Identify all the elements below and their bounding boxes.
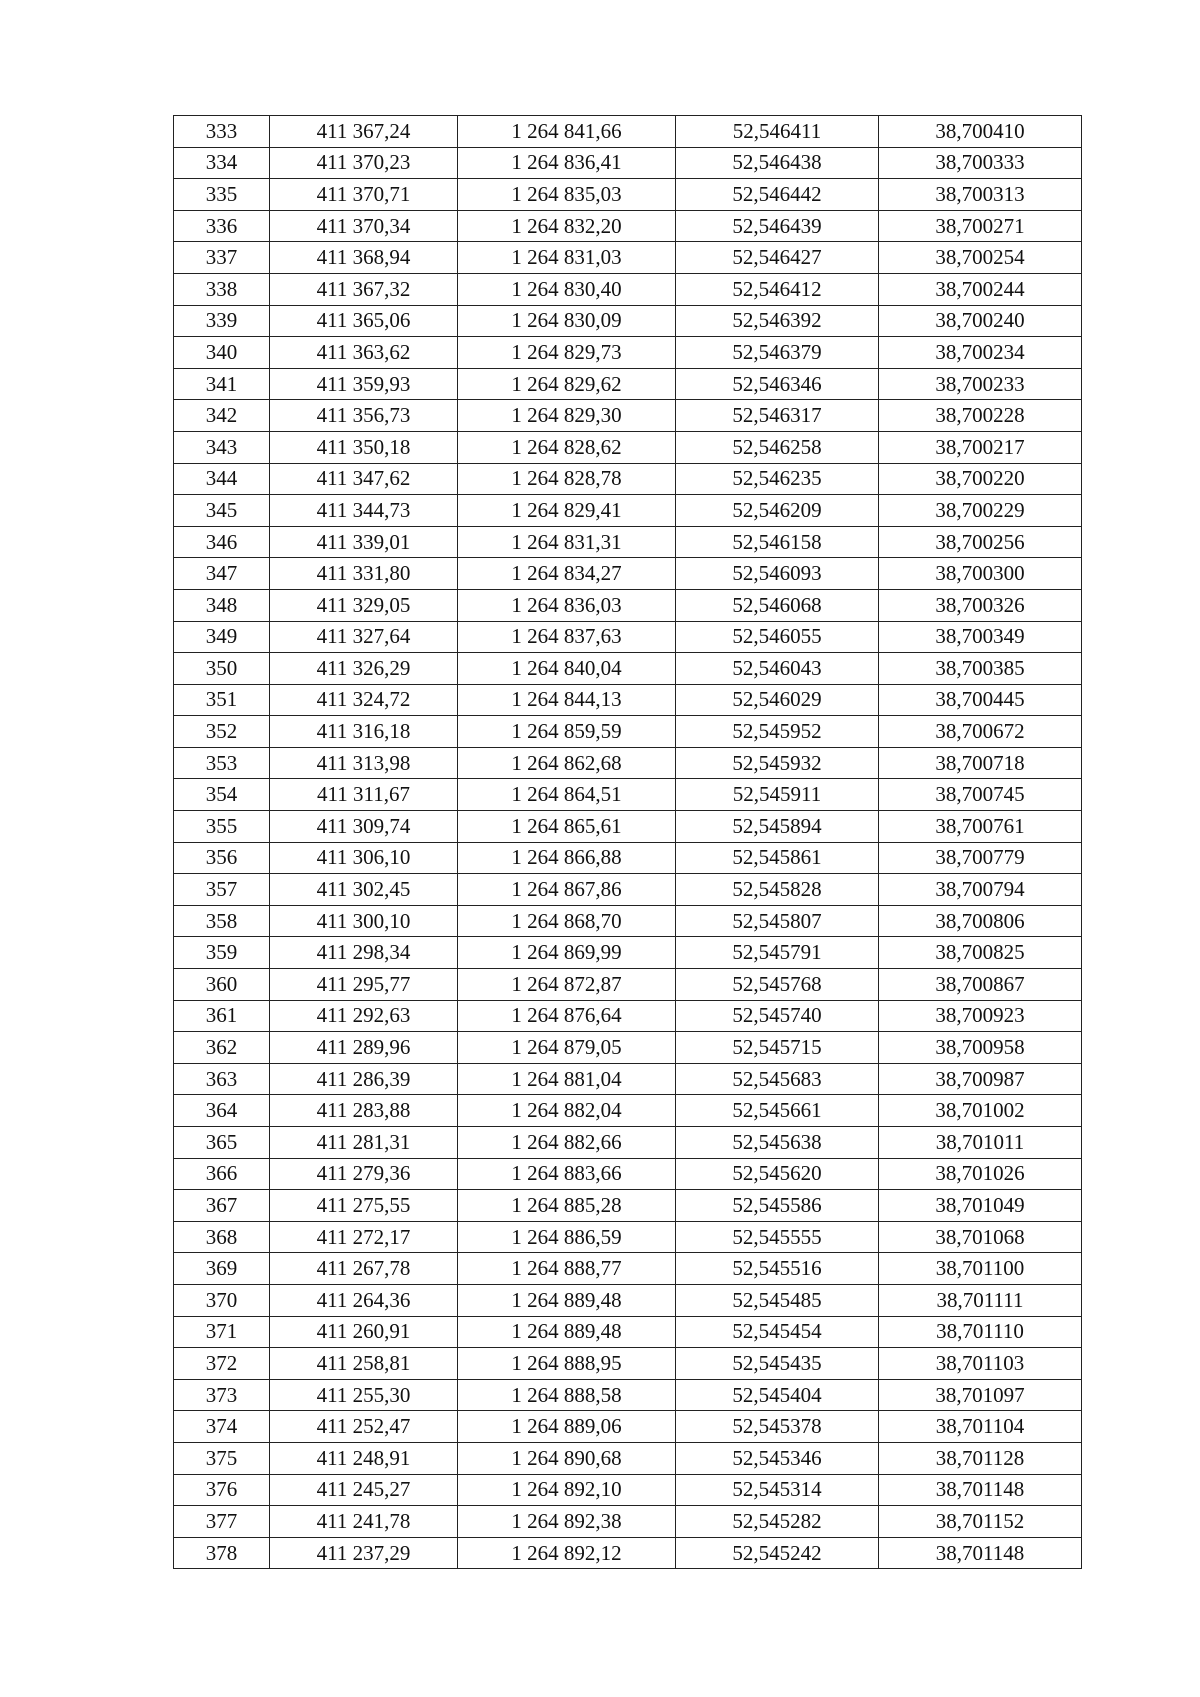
y-coordinate-cell: 1 264 892,12 [458,1537,676,1569]
y-coordinate-cell: 1 264 831,03 [458,242,676,274]
latitude-cell: 52,546235 [676,463,879,495]
x-coordinate-cell: 411 311,67 [270,779,458,811]
point-number-cell: 354 [174,779,270,811]
latitude-cell: 52,546317 [676,400,879,432]
latitude-cell: 52,545932 [676,747,879,779]
latitude-cell: 52,546029 [676,684,879,716]
x-coordinate-cell: 411 248,91 [270,1442,458,1474]
point-number-cell: 364 [174,1095,270,1127]
table-row [174,210,1082,242]
y-coordinate-cell: 1 264 890,68 [458,1442,676,1474]
latitude-cell: 52,546209 [676,495,879,527]
longitude-cell: 38,700923 [879,1000,1082,1032]
latitude-cell: 52,545683 [676,1063,879,1095]
latitude-cell: 52,545768 [676,969,879,1001]
y-coordinate-cell: 1 264 840,04 [458,653,676,685]
longitude-cell: 38,700217 [879,431,1082,463]
x-coordinate-cell: 411 306,10 [270,842,458,874]
y-coordinate-cell: 1 264 864,51 [458,779,676,811]
table-row [174,305,1082,337]
latitude-cell: 52,546379 [676,337,879,369]
table-row [174,1316,1082,1348]
longitude-cell: 38,700794 [879,874,1082,906]
latitude-cell: 52,546055 [676,621,879,653]
table-row [174,684,1082,716]
table-row [174,116,1082,148]
point-number-cell: 343 [174,431,270,463]
latitude-cell: 52,545314 [676,1474,879,1506]
table-row [174,811,1082,843]
y-coordinate-cell: 1 264 869,99 [458,937,676,969]
point-number-cell: 349 [174,621,270,653]
longitude-cell: 38,701148 [879,1474,1082,1506]
latitude-cell: 52,546412 [676,273,879,305]
table-row [174,716,1082,748]
x-coordinate-cell: 411 365,06 [270,305,458,337]
x-coordinate-cell: 411 367,32 [270,273,458,305]
x-coordinate-cell: 411 350,18 [270,431,458,463]
x-coordinate-cell: 411 267,78 [270,1253,458,1285]
y-coordinate-cell: 1 264 888,95 [458,1348,676,1380]
y-coordinate-cell: 1 264 837,63 [458,621,676,653]
table-row [174,779,1082,811]
y-coordinate-cell: 1 264 835,03 [458,179,676,211]
point-number-cell: 371 [174,1316,270,1348]
point-number-cell: 355 [174,811,270,843]
longitude-cell: 38,700867 [879,969,1082,1001]
longitude-cell: 38,700445 [879,684,1082,716]
x-coordinate-cell: 411 370,71 [270,179,458,211]
longitude-cell: 38,701097 [879,1379,1082,1411]
table-row [174,463,1082,495]
table-row [174,1000,1082,1032]
table-row [174,969,1082,1001]
table-row [174,937,1082,969]
point-number-cell: 373 [174,1379,270,1411]
point-number-cell: 335 [174,179,270,211]
latitude-cell: 52,545715 [676,1032,879,1064]
latitude-cell: 52,546068 [676,589,879,621]
y-coordinate-cell: 1 264 829,30 [458,400,676,432]
table-row [174,1127,1082,1159]
y-coordinate-cell: 1 264 829,73 [458,337,676,369]
table-row [174,842,1082,874]
longitude-cell: 38,700326 [879,589,1082,621]
latitude-cell: 52,545828 [676,874,879,906]
longitude-cell: 38,700256 [879,526,1082,558]
y-coordinate-cell: 1 264 886,59 [458,1221,676,1253]
latitude-cell: 52,545638 [676,1127,879,1159]
x-coordinate-cell: 411 260,91 [270,1316,458,1348]
latitude-cell: 52,546258 [676,431,879,463]
y-coordinate-cell: 1 264 830,40 [458,273,676,305]
table-row [174,147,1082,179]
table-row [174,589,1082,621]
table-row [174,1411,1082,1443]
x-coordinate-cell: 411 286,39 [270,1063,458,1095]
table-row [174,337,1082,369]
latitude-cell: 52,546438 [676,147,879,179]
longitude-cell: 38,701103 [879,1348,1082,1380]
y-coordinate-cell: 1 264 883,66 [458,1158,676,1190]
latitude-cell: 52,545861 [676,842,879,874]
point-number-cell: 359 [174,937,270,969]
point-number-cell: 356 [174,842,270,874]
latitude-cell: 52,546158 [676,526,879,558]
y-coordinate-cell: 1 264 882,66 [458,1127,676,1159]
y-coordinate-cell: 1 264 888,77 [458,1253,676,1285]
point-number-cell: 338 [174,273,270,305]
x-coordinate-cell: 411 255,30 [270,1379,458,1411]
latitude-cell: 52,545911 [676,779,879,811]
table-row [174,1063,1082,1095]
point-number-cell: 346 [174,526,270,558]
table-row [174,1221,1082,1253]
table-row [174,368,1082,400]
y-coordinate-cell: 1 264 889,48 [458,1316,676,1348]
point-number-cell: 370 [174,1284,270,1316]
x-coordinate-cell: 411 363,62 [270,337,458,369]
latitude-cell: 52,546346 [676,368,879,400]
point-number-cell: 361 [174,1000,270,1032]
y-coordinate-cell: 1 264 859,59 [458,716,676,748]
y-coordinate-cell: 1 264 836,03 [458,589,676,621]
y-coordinate-cell: 1 264 889,06 [458,1411,676,1443]
longitude-cell: 38,700745 [879,779,1082,811]
point-number-cell: 345 [174,495,270,527]
longitude-cell: 38,701110 [879,1316,1082,1348]
point-number-cell: 360 [174,969,270,1001]
x-coordinate-cell: 411 331,80 [270,558,458,590]
x-coordinate-cell: 411 302,45 [270,874,458,906]
table-row [174,621,1082,653]
table-row [174,1379,1082,1411]
y-coordinate-cell: 1 264 888,58 [458,1379,676,1411]
point-number-cell: 336 [174,210,270,242]
point-number-cell: 340 [174,337,270,369]
table-row [174,1537,1082,1569]
latitude-cell: 52,546427 [676,242,879,274]
x-coordinate-cell: 411 264,36 [270,1284,458,1316]
point-number-cell: 366 [174,1158,270,1190]
longitude-cell: 38,700958 [879,1032,1082,1064]
y-coordinate-cell: 1 264 830,09 [458,305,676,337]
x-coordinate-cell: 411 324,72 [270,684,458,716]
point-number-cell: 374 [174,1411,270,1443]
table-row [174,558,1082,590]
longitude-cell: 38,700825 [879,937,1082,969]
table-row [174,273,1082,305]
x-coordinate-cell: 411 279,36 [270,1158,458,1190]
point-number-cell: 351 [174,684,270,716]
point-number-cell: 339 [174,305,270,337]
longitude-cell: 38,700718 [879,747,1082,779]
y-coordinate-cell: 1 264 881,04 [458,1063,676,1095]
x-coordinate-cell: 411 370,23 [270,147,458,179]
x-coordinate-cell: 411 356,73 [270,400,458,432]
longitude-cell: 38,700385 [879,653,1082,685]
table-row [174,526,1082,558]
latitude-cell: 52,546442 [676,179,879,211]
point-number-cell: 365 [174,1127,270,1159]
y-coordinate-cell: 1 264 828,62 [458,431,676,463]
latitude-cell: 52,545807 [676,905,879,937]
longitude-cell: 38,700333 [879,147,1082,179]
x-coordinate-cell: 411 237,29 [270,1537,458,1569]
longitude-cell: 38,700254 [879,242,1082,274]
latitude-cell: 52,545346 [676,1442,879,1474]
y-coordinate-cell: 1 264 868,70 [458,905,676,937]
latitude-cell: 52,546439 [676,210,879,242]
y-coordinate-cell: 1 264 892,10 [458,1474,676,1506]
point-number-cell: 342 [174,400,270,432]
latitude-cell: 52,546093 [676,558,879,590]
latitude-cell: 52,546043 [676,653,879,685]
x-coordinate-cell: 411 359,93 [270,368,458,400]
table-row [174,1095,1082,1127]
y-coordinate-cell: 1 264 829,62 [458,368,676,400]
table-row [174,653,1082,685]
longitude-cell: 38,700349 [879,621,1082,653]
latitude-cell: 52,545454 [676,1316,879,1348]
longitude-cell: 38,701128 [879,1442,1082,1474]
x-coordinate-cell: 411 316,18 [270,716,458,748]
coordinates-table-body [174,116,1082,1569]
point-number-cell: 357 [174,874,270,906]
y-coordinate-cell: 1 264 872,87 [458,969,676,1001]
y-coordinate-cell: 1 264 866,88 [458,842,676,874]
y-coordinate-cell: 1 264 828,78 [458,463,676,495]
y-coordinate-cell: 1 264 867,86 [458,874,676,906]
point-number-cell: 334 [174,147,270,179]
point-number-cell: 367 [174,1190,270,1222]
point-number-cell: 341 [174,368,270,400]
table-row [174,179,1082,211]
longitude-cell: 38,701026 [879,1158,1082,1190]
table-row [174,1190,1082,1222]
y-coordinate-cell: 1 264 832,20 [458,210,676,242]
longitude-cell: 38,701049 [879,1190,1082,1222]
table-row [174,400,1082,432]
table-row [174,242,1082,274]
latitude-cell: 52,545378 [676,1411,879,1443]
x-coordinate-cell: 411 281,31 [270,1127,458,1159]
longitude-cell: 38,701068 [879,1221,1082,1253]
point-number-cell: 358 [174,905,270,937]
point-number-cell: 352 [174,716,270,748]
y-coordinate-cell: 1 264 892,38 [458,1506,676,1538]
latitude-cell: 52,545952 [676,716,879,748]
x-coordinate-cell: 411 329,05 [270,589,458,621]
point-number-cell: 376 [174,1474,270,1506]
longitude-cell: 38,700672 [879,716,1082,748]
x-coordinate-cell: 411 309,74 [270,811,458,843]
point-number-cell: 363 [174,1063,270,1095]
point-number-cell: 333 [174,116,270,148]
latitude-cell: 52,545791 [676,937,879,969]
longitude-cell: 38,700806 [879,905,1082,937]
x-coordinate-cell: 411 241,78 [270,1506,458,1538]
y-coordinate-cell: 1 264 834,27 [458,558,676,590]
latitude-cell: 52,545404 [676,1379,879,1411]
table-row [174,1284,1082,1316]
longitude-cell: 38,701002 [879,1095,1082,1127]
latitude-cell: 52,545620 [676,1158,879,1190]
point-number-cell: 372 [174,1348,270,1380]
table-row [174,431,1082,463]
x-coordinate-cell: 411 300,10 [270,905,458,937]
y-coordinate-cell: 1 264 836,41 [458,147,676,179]
x-coordinate-cell: 411 252,47 [270,1411,458,1443]
latitude-cell: 52,546392 [676,305,879,337]
y-coordinate-cell: 1 264 879,05 [458,1032,676,1064]
x-coordinate-cell: 411 283,88 [270,1095,458,1127]
table-row [174,1474,1082,1506]
table-row [174,905,1082,937]
longitude-cell: 38,700410 [879,116,1082,148]
table-row [174,495,1082,527]
y-coordinate-cell: 1 264 876,64 [458,1000,676,1032]
y-coordinate-cell: 1 264 865,61 [458,811,676,843]
latitude-cell: 52,545485 [676,1284,879,1316]
longitude-cell: 38,701152 [879,1506,1082,1538]
x-coordinate-cell: 411 368,94 [270,242,458,274]
longitude-cell: 38,701111 [879,1284,1082,1316]
point-number-cell: 347 [174,558,270,590]
latitude-cell: 52,545555 [676,1221,879,1253]
x-coordinate-cell: 411 245,27 [270,1474,458,1506]
y-coordinate-cell: 1 264 889,48 [458,1284,676,1316]
x-coordinate-cell: 411 370,34 [270,210,458,242]
longitude-cell: 38,700233 [879,368,1082,400]
table-row [174,1253,1082,1285]
latitude-cell: 52,545435 [676,1348,879,1380]
table-row [174,1442,1082,1474]
longitude-cell: 38,700220 [879,463,1082,495]
longitude-cell: 38,700234 [879,337,1082,369]
longitude-cell: 38,700244 [879,273,1082,305]
latitude-cell: 52,545242 [676,1537,879,1569]
x-coordinate-cell: 411 327,64 [270,621,458,653]
point-number-cell: 353 [174,747,270,779]
y-coordinate-cell: 1 264 862,68 [458,747,676,779]
coordinates-table [173,115,1082,1569]
point-number-cell: 344 [174,463,270,495]
point-number-cell: 337 [174,242,270,274]
table-row [174,1032,1082,1064]
x-coordinate-cell: 411 292,63 [270,1000,458,1032]
y-coordinate-cell: 1 264 844,13 [458,684,676,716]
longitude-cell: 38,701011 [879,1127,1082,1159]
longitude-cell: 38,700987 [879,1063,1082,1095]
y-coordinate-cell: 1 264 882,04 [458,1095,676,1127]
x-coordinate-cell: 411 272,17 [270,1221,458,1253]
x-coordinate-cell: 411 289,96 [270,1032,458,1064]
longitude-cell: 38,700229 [879,495,1082,527]
x-coordinate-cell: 411 258,81 [270,1348,458,1380]
y-coordinate-cell: 1 264 831,31 [458,526,676,558]
x-coordinate-cell: 411 339,01 [270,526,458,558]
latitude-cell: 52,546411 [676,116,879,148]
longitude-cell: 38,701148 [879,1537,1082,1569]
point-number-cell: 375 [174,1442,270,1474]
longitude-cell: 38,700779 [879,842,1082,874]
latitude-cell: 52,545586 [676,1190,879,1222]
x-coordinate-cell: 411 367,24 [270,116,458,148]
table-row [174,1158,1082,1190]
x-coordinate-cell: 411 313,98 [270,747,458,779]
x-coordinate-cell: 411 275,55 [270,1190,458,1222]
table-row [174,874,1082,906]
longitude-cell: 38,701100 [879,1253,1082,1285]
point-number-cell: 368 [174,1221,270,1253]
latitude-cell: 52,545282 [676,1506,879,1538]
x-coordinate-cell: 411 298,34 [270,937,458,969]
x-coordinate-cell: 411 347,62 [270,463,458,495]
longitude-cell: 38,701104 [879,1411,1082,1443]
point-number-cell: 350 [174,653,270,685]
latitude-cell: 52,545516 [676,1253,879,1285]
longitude-cell: 38,700313 [879,179,1082,211]
longitude-cell: 38,700240 [879,305,1082,337]
table-row [174,1348,1082,1380]
table-row [174,1506,1082,1538]
longitude-cell: 38,700300 [879,558,1082,590]
point-number-cell: 378 [174,1537,270,1569]
x-coordinate-cell: 411 344,73 [270,495,458,527]
longitude-cell: 38,700761 [879,811,1082,843]
latitude-cell: 52,545661 [676,1095,879,1127]
latitude-cell: 52,545894 [676,811,879,843]
y-coordinate-cell: 1 264 841,66 [458,116,676,148]
y-coordinate-cell: 1 264 885,28 [458,1190,676,1222]
x-coordinate-cell: 411 295,77 [270,969,458,1001]
point-number-cell: 369 [174,1253,270,1285]
point-number-cell: 348 [174,589,270,621]
x-coordinate-cell: 411 326,29 [270,653,458,685]
y-coordinate-cell: 1 264 829,41 [458,495,676,527]
point-number-cell: 362 [174,1032,270,1064]
longitude-cell: 38,700271 [879,210,1082,242]
longitude-cell: 38,700228 [879,400,1082,432]
point-number-cell: 377 [174,1506,270,1538]
latitude-cell: 52,545740 [676,1000,879,1032]
table-row [174,747,1082,779]
